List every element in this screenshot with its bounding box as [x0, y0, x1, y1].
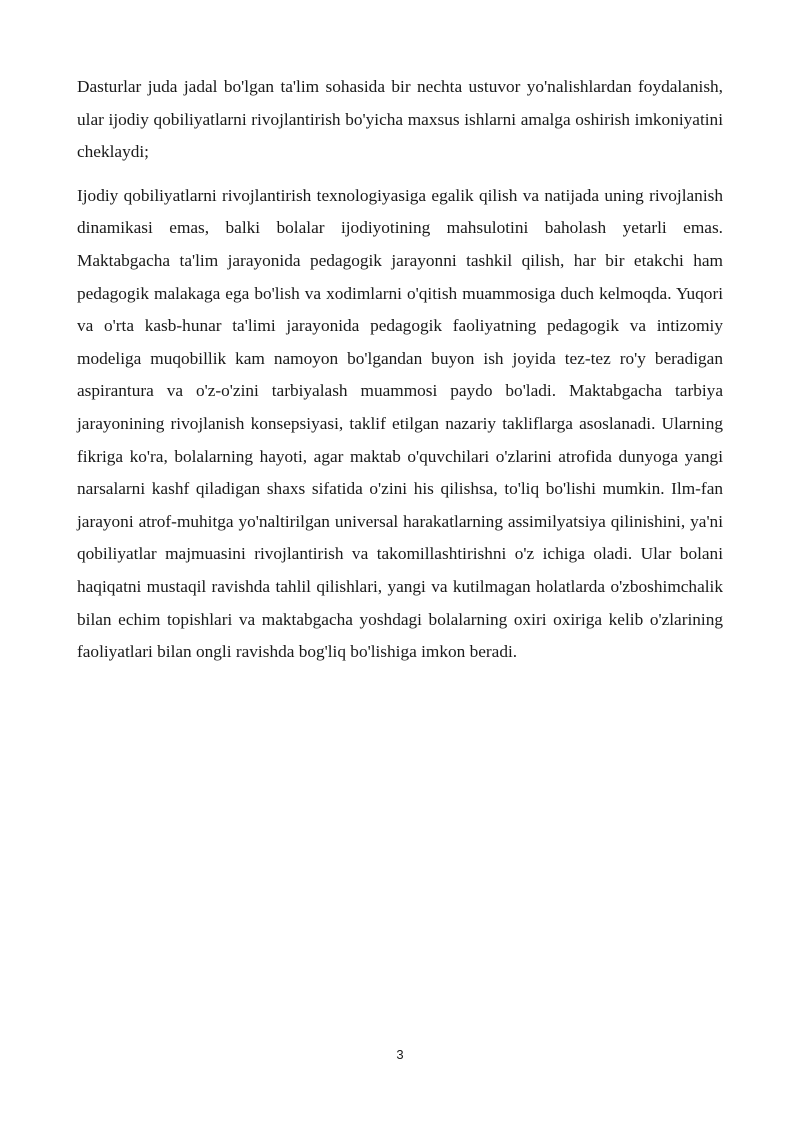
paragraph-2: Ijodiy qobiliyatlarni rivojlantirish texnologiyasiga egalik qilish va natijada uning rivojlanish dinamikasi emas, balki bolalar ijodiyotining mahsulotini baholash yetarli emas. Maktabgacha ta'lim jarayonida pedagogik jarayonni tashkil qilish, har bir etakchi ham pedagogik malakaga ega bo'lish va xodimlarni o'qitish muammosiga duch kelmoqda. Yuqori va o'rta kasb-hunar ta'limi jarayonida pedagogik faoliyatning pedagogik va intizomiy modeliga muqobillik kam namoyon bo'lgandan buyon ish joyida tez-tez ro'y beradigan aspirantura va o'z-o'zini tarbiyalash muammosi paydo bo'ladi. Maktabgacha tarbiya jarayonining rivojlanish konsepsiyasi, taklif etilgan nazariy takliflarga asoslanadi. Ularning fikriga ko'ra, bolalarning hayoti, agar maktab o'quvchilari o'zlarini atrofida dunyoga yangi narsalarni kashf qiladigan shaxs sifatida o'zini his qilishsa, to'liq bo'lishi mumkin. Ilm-fan jarayoni atrof-muhitga yo'naltirilgan universal harakatlarning assimilyatsiya qilinishini, ya'ni qobiliyatlar majmuasini rivojlantirish va takomillashtirishni o'z ichiga oladi. Ular bolani haqiqatni mustaqil ravishda tahlil qilishlari, yangi va kutilmagan holatlarda o'zboshimchalik bilan echim topishlari va maktabgacha yoshdagi bolalarning oxiri oxiriga kelib o'zlarining faoliyatlari bilan ongli ravishda bog'liq bo'lishiga imkon beradi.: [77, 185, 732, 662]
body-text: [77, 71, 732, 669]
page-number: 3: [396, 1047, 404, 1062]
paragraph-1: Dasturlar juda jadal bo'lgan ta'lim sohasida bir nechta ustuvor yo'nalishlardan foydalanish, ular ijodiy qobiliyatlarni rivojlantirish bo'yicha maxsus ishlarni amalga oshirish imkoniyatini cheklaydi;: [77, 77, 728, 162]
